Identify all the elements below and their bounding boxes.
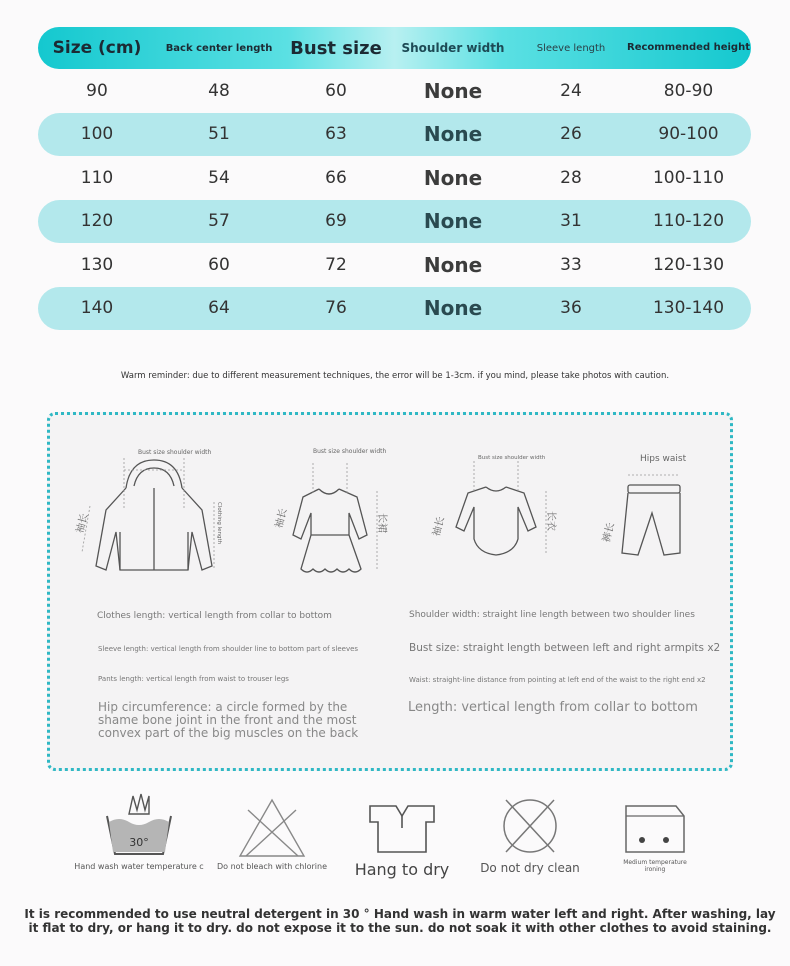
header-sleeve-length: Sleeve length (536, 42, 606, 54)
note-hip-circumference: Hip circumference: a circle formed by the shame bone joint in the front and the most convex part of the big muscles on the back (98, 700, 359, 740)
svg-text:袖长: 袖长 (273, 507, 290, 530)
cell-sleeve: 26 (560, 124, 582, 145)
cell-size: 110 (80, 167, 114, 188)
cell-size: 100 (80, 124, 114, 145)
cell-height: 90-100 (658, 124, 719, 145)
cell-back-length: 57 (208, 211, 230, 232)
hang-dry-label: Hang to dry (354, 860, 450, 879)
cell-back-length: 51 (208, 124, 230, 145)
hang-dry-icon (362, 790, 442, 856)
measurement-guide (47, 412, 733, 771)
size-table-body (38, 69, 751, 330)
cell-height: 120-130 (652, 254, 725, 275)
cell-shoulder: None (423, 122, 483, 147)
cell-size: 120 (80, 211, 114, 232)
care-hang-dry (340, 790, 464, 879)
cell-sleeve: 36 (560, 298, 582, 319)
no-bleach-label: Do not bleach with chlorine (217, 862, 327, 871)
cell-back-length: 64 (208, 298, 230, 319)
pants-icon (598, 453, 698, 563)
cell-back-length: 48 (208, 80, 230, 101)
care-ironing (612, 790, 698, 873)
bodysuit-figure (430, 453, 560, 563)
cell-height: 100-110 (652, 167, 725, 188)
hand-wash-label: Hand wash water temperature c (74, 862, 204, 871)
cell-shoulder: None (423, 252, 483, 277)
cell-size: 90 (86, 80, 108, 101)
table-row (38, 69, 751, 113)
size-table (38, 27, 751, 330)
cell-bust: 72 (325, 254, 347, 275)
header-recommended-height: Recommended height (627, 42, 750, 53)
care-hand-wash (72, 790, 206, 871)
svg-text:长裙: 长裙 (376, 513, 387, 533)
pants-figure (598, 453, 698, 563)
warm-reminder: Warm reminder: due to different measurement techniques, the error will be 1-3cm. if you mind, please take photos with caution. (120, 371, 670, 381)
svg-text:长衣: 长衣 (545, 511, 556, 531)
svg-text:Hips waist: Hips waist (640, 454, 687, 464)
svg-text:Bust size shoulder width: Bust size shoulder width (138, 449, 212, 456)
cell-back-length: 54 (208, 167, 230, 188)
cell-shoulder: None (423, 209, 483, 234)
svg-text:袖长: 袖长 (74, 512, 91, 535)
ironing-icon (620, 790, 690, 856)
bodysuit-icon (430, 453, 560, 563)
cell-bust: 60 (325, 80, 347, 101)
care-instructions: It is recommended to use neutral detergent in 30 ° Hand wash in warm water left and right. After washing, lay it flat to dry, or hang it to dry. do not expose it to the sun. do not soak it with other clothes to avoid staining. (24, 907, 776, 935)
cell-bust: 66 (325, 167, 347, 188)
note-clothes-length: Clothes length: vertical length from collar to bottom (97, 611, 332, 621)
cell-bust: 76 (325, 298, 347, 319)
table-row (38, 200, 751, 244)
header-back-center-length: Back center length (165, 42, 273, 54)
note-shoulder-width: Shoulder width: straight line length between two shoulder lines (409, 610, 695, 620)
note-sleeve-length: Sleeve length: vertical length from shoulder line to bottom part of sleeves (98, 645, 359, 653)
table-row (38, 287, 751, 331)
svg-text:30°: 30° (129, 836, 149, 849)
note-length: Length: vertical length from collar to bottom (408, 700, 698, 715)
cell-size: 140 (80, 298, 114, 319)
dress-figure (275, 443, 395, 583)
hooded-jacket-icon (74, 440, 228, 580)
cell-bust: 69 (325, 211, 347, 232)
svg-text:袖长: 袖长 (431, 515, 448, 538)
ironing-label: Medium temperature ironing (623, 859, 687, 873)
svg-text:裤长: 裤长 (601, 521, 618, 544)
table-row (38, 113, 751, 157)
cell-shoulder: None (423, 296, 483, 321)
svg-text:Bust size shoulder width: Bust size shoulder width (313, 448, 387, 455)
svg-text:Bust size shoulder width: Bust size shoulder width (478, 455, 546, 461)
note-waist: Waist: straight-line distance from pointing at left end of the waist to the right end x2 (409, 676, 706, 684)
cell-shoulder: None (423, 78, 483, 103)
care-no-bleach (210, 790, 334, 871)
note-pants-length: Pants length: vertical length from waist to trouser legs (98, 675, 289, 683)
cell-height: 130-140 (652, 298, 725, 319)
header-bust-size: Bust size (290, 37, 382, 59)
table-row (38, 156, 751, 200)
no-bleach-icon (232, 790, 312, 860)
cell-sleeve: 24 (560, 80, 582, 101)
dress-icon (275, 443, 395, 583)
table-row (38, 243, 751, 287)
cell-sleeve: 28 (560, 167, 582, 188)
cell-size: 130 (80, 254, 114, 275)
cell-sleeve: 31 (560, 211, 582, 232)
care-no-dry-clean (470, 790, 590, 875)
note-bust-size: Bust size: straight length between left and right armpits x2 (409, 642, 721, 654)
cell-bust: 63 (325, 124, 347, 145)
svg-text:Clothing length: Clothing length (216, 502, 222, 545)
cell-back-length: 60 (208, 254, 230, 275)
jacket-figure (74, 440, 228, 580)
cell-height: 80-90 (663, 80, 714, 101)
header-size: Size (cm) (52, 38, 142, 58)
no-dry-clean-icon (490, 790, 570, 856)
cell-sleeve: 33 (560, 254, 582, 275)
no-dry-clean-label: Do not dry clean (480, 861, 580, 875)
cell-shoulder: None (423, 165, 483, 190)
hand-wash-icon (99, 790, 179, 860)
size-table-header (38, 27, 751, 69)
header-shoulder-width: Shoulder width (401, 41, 505, 55)
cell-height: 110-120 (652, 211, 725, 232)
